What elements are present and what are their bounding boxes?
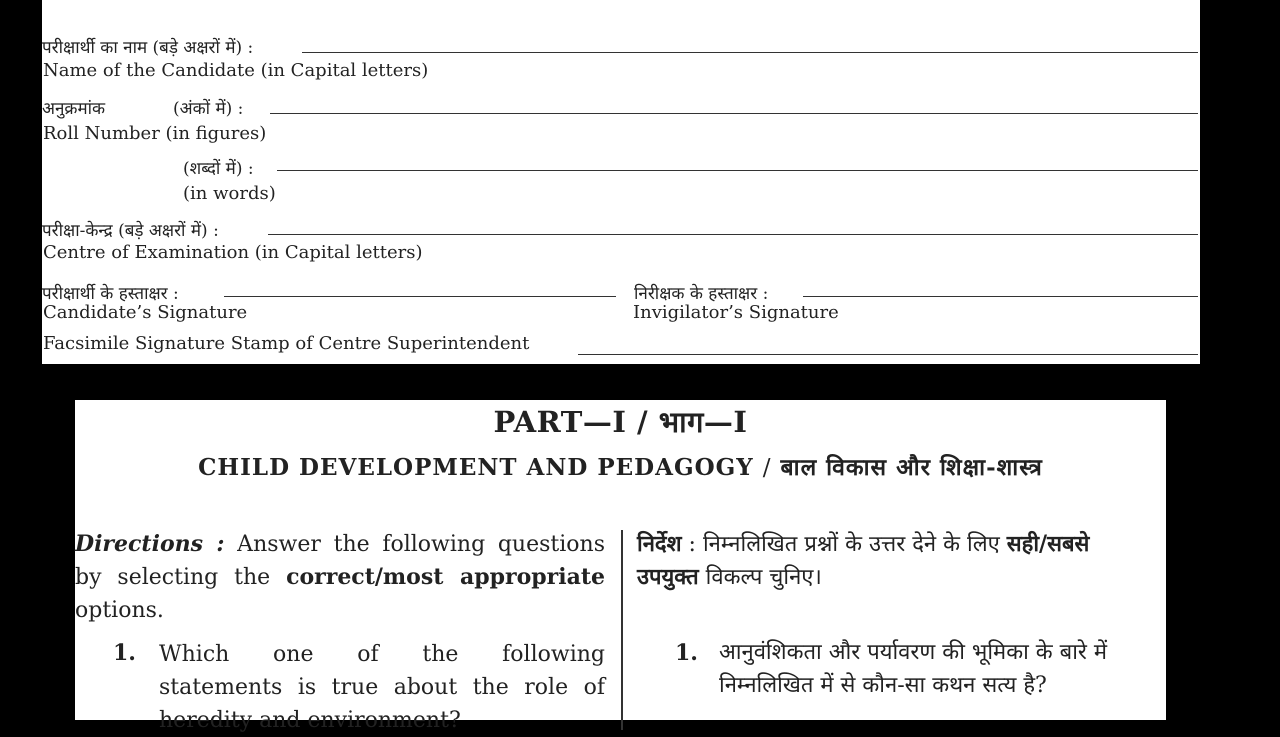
facsimile-signature-field[interactable] (578, 354, 1198, 355)
subject-hindi: बाल विकास और शिक्षा-शास्त्र (780, 454, 1043, 481)
question-1-line-3: heredity and environment? (159, 708, 461, 733)
roll-number-figures-field[interactable] (270, 113, 1198, 114)
directions-emphasis: correct/most appropriate (286, 564, 605, 590)
directions-english (75, 528, 605, 627)
question-1-hindi-line-1: आनुवंशिकता और पर्यावरण की भूमिका के बारे में (719, 640, 1108, 665)
question-section (75, 400, 1166, 733)
roll-number-label: Roll Number (in figures) (43, 123, 267, 144)
roll-number-words-field[interactable] (277, 170, 1198, 171)
question-1-line-2: statements is true about the role of (159, 675, 605, 700)
directions-hindi (637, 528, 1197, 594)
roll-number-label-hindi: अनुक्रमांक (42, 99, 106, 119)
invigilator-signature-label-hindi: निरीक्षक के हस्ताक्षर : (634, 284, 769, 304)
directions-label-hindi: निर्देश (637, 531, 682, 557)
question-1-hindi (719, 636, 1179, 702)
directions-hindi-emphasis-2: उपयुक्त (637, 564, 699, 590)
invigilator-signature-label: Invigilator’s Signature (633, 302, 839, 323)
directions-hindi-text-part-1: : निम्नलिखित प्रश्नों के उत्तर देने के लिए (681, 532, 1007, 557)
question-1-english (159, 638, 605, 737)
question-1-hindi-line-2: निम्नलिखित में से कौन-सा कथन सत्य है? (719, 673, 1047, 698)
question-1-number: 1. (113, 640, 136, 666)
question-1-line-1: Which one of the following (159, 642, 605, 667)
directions-label: Directions : (75, 531, 225, 557)
subject-separator: / (762, 455, 772, 481)
facsimile-signature-label: Facsimile Signature Stamp of Centre Superintendent (43, 333, 530, 354)
directions-text-part-2: options. (75, 598, 164, 623)
roll-words-label-hindi: (शब्दों में) : (183, 159, 254, 179)
directions-hindi-emphasis-1: सही/सबसे (1006, 531, 1090, 557)
candidate-signature-field[interactable] (224, 296, 616, 297)
candidate-name-label: Name of the Candidate (in Capital letters) (43, 60, 429, 81)
roll-words-label: (in words) (183, 183, 276, 204)
question-1-number-hindi: 1. (675, 640, 698, 666)
directions-hindi-text-part-2: विकल्प चुनिए। (698, 565, 822, 590)
invigilator-signature-field[interactable] (803, 296, 1198, 297)
candidate-name-field[interactable] (302, 52, 1198, 53)
centre-of-examination-field[interactable] (268, 234, 1198, 235)
directions-text-part-1: Answer the following questions by selecting the (75, 532, 605, 590)
column-divider (621, 530, 623, 730)
subject-english: CHILD DEVELOPMENT AND PEDAGOGY (198, 454, 754, 481)
candidate-signature-label-hindi: परीक्षार्थी के हस्ताक्षर : (42, 284, 179, 304)
candidate-name-label-hindi: परीक्षार्थी का नाम (बड़े अक्षरों में) : (42, 38, 254, 58)
part-title: PART—I / भाग—I (493, 405, 748, 439)
candidate-signature-label: Candidate’s Signature (43, 302, 248, 323)
roll-figures-label-hindi: (अंकों में) : (173, 99, 244, 119)
centre-label: Centre of Examination (in Capital letters) (43, 242, 423, 263)
centre-label-hindi: परीक्षा-केन्द्र (बड़े अक्षरों में) : (42, 221, 219, 241)
candidate-details-form (42, 0, 1200, 364)
subject-heading (75, 450, 1166, 482)
